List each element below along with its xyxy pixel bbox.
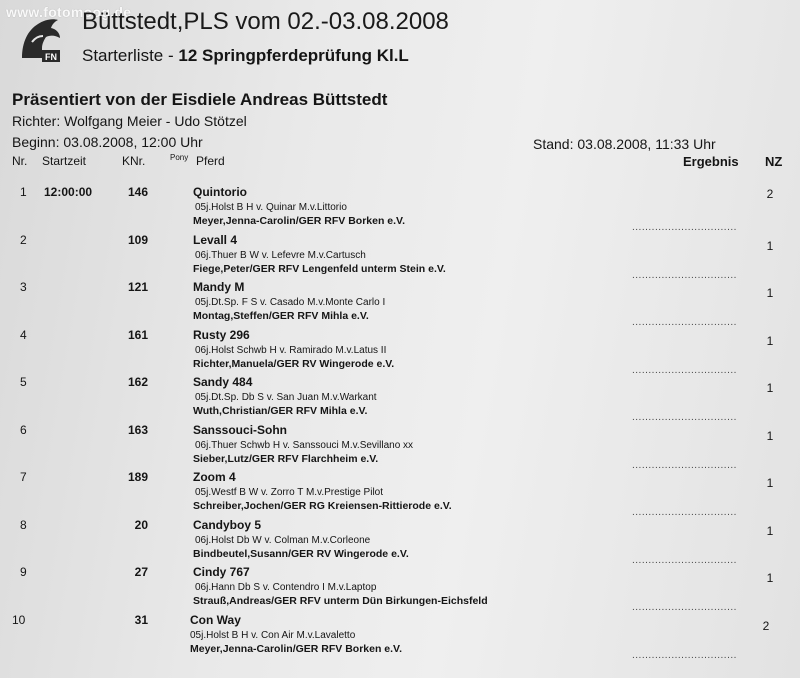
- entry-horse: Zoom 4: [193, 470, 236, 484]
- entry-horse: Cindy 767: [193, 565, 250, 579]
- entry-pedigree: 05j.Holst B H v. Quinar M.v.Littorio: [195, 202, 347, 213]
- entry-result-placeholder: ................................: [632, 412, 737, 423]
- competition-name: 12 Springpferdeprüfung Kl.L: [178, 46, 409, 65]
- page-subtitle: [82, 46, 409, 66]
- entry-pedigree: 06j.Holst Db W v. Colman M.v.Corleone: [195, 534, 371, 546]
- entry-rider: Sieber,Lutz/GER RFV Flarchheim e.V.: [193, 452, 379, 465]
- column-header-startzeit: Startzeit: [42, 154, 87, 168]
- table-row: [0, 611, 800, 659]
- entry-nr: 4: [20, 327, 27, 342]
- column-header-pony: Pony: [170, 153, 189, 162]
- entry-knr: 161: [127, 327, 148, 342]
- entry-pedigree: 05j.Dt.Sp. F S v. Casado M.v.Monte Carlo I: [195, 297, 386, 308]
- entry-nr: 2: [20, 232, 27, 247]
- entry-nr: 9: [20, 565, 27, 579]
- entry-knr: 20: [134, 517, 148, 532]
- entry-nr: 7: [20, 470, 27, 484]
- entry-nr: 10: [12, 612, 26, 627]
- entry-nz: 1: [766, 381, 774, 395]
- table-row: [0, 516, 800, 564]
- entry-nr: 3: [20, 280, 27, 294]
- column-header-ergebnis: Ergebnis: [683, 154, 739, 169]
- table-row: [0, 231, 800, 279]
- entry-result-placeholder: ................................: [632, 649, 737, 661]
- entry-rider: Meyer,Jenna-Carolin/GER RFV Borken e.V.: [193, 215, 406, 227]
- entry-result-placeholder: ................................: [632, 317, 737, 328]
- entry-pedigree: 06j.Thuer B W v. Lefevre M.v.Cartusch: [195, 249, 366, 261]
- column-header-nz: NZ: [765, 154, 783, 169]
- entry-pedigree: 06j.Hann Db S v. Contendro I M.v.Laptop: [195, 582, 377, 593]
- entry-nz: 1: [766, 571, 774, 585]
- start-time-line: Beginn: 03.08.2008, 12:00 Uhr: [12, 134, 203, 150]
- entry-nz: 2: [762, 618, 770, 633]
- entry-nz: 1: [766, 238, 774, 253]
- entry-result-placeholder: ................................: [632, 602, 737, 613]
- entry-horse: Levall 4: [193, 232, 238, 247]
- entry-nz: 1: [766, 286, 774, 300]
- entry-knr: 31: [134, 612, 148, 627]
- entry-knr: 189: [127, 470, 148, 484]
- page-title: Büttstedt,PLS vom 02.-03.08.2008: [82, 8, 449, 35]
- entry-nz: 1: [766, 333, 774, 348]
- entry-horse: Mandy M: [193, 280, 245, 294]
- judges-line: Richter: Wolfgang Meier - Udo Stötzel: [12, 113, 247, 129]
- entry-knr: 162: [127, 375, 148, 389]
- entry-knr: 121: [127, 280, 148, 294]
- column-header-pferd: Pferd: [196, 154, 225, 168]
- column-header-knr: KNr.: [122, 154, 146, 168]
- entry-pedigree: 06j.Holst Schwb H v. Ramirado M.v.Latus II: [195, 344, 387, 356]
- entry-horse: Sanssouci-Sohn: [193, 422, 288, 437]
- column-header-nr: Nr.: [12, 154, 28, 168]
- entry-result-placeholder: ................................: [632, 554, 737, 566]
- entry-knr: 163: [127, 422, 148, 437]
- entry-nr: 1: [20, 185, 27, 199]
- entry-rider: Schreiber,Jochen/GER RG Kreiensen-Rittierode e.V.: [193, 500, 452, 512]
- starter-table: [0, 183, 800, 661]
- entry-result-placeholder: ................................: [632, 364, 737, 376]
- entry-knr: 146: [127, 185, 148, 199]
- entry-nr: 6: [20, 422, 27, 437]
- entry-rider: Strauß,Andreas/GER RFV unterm Dün Birkungen-Eichsfeld: [193, 595, 488, 607]
- status-line: Stand: 03.08.2008, 11:33 Uhr: [533, 136, 716, 152]
- fn-horse-logo-icon: [18, 12, 64, 64]
- entry-nz: 1: [766, 428, 774, 443]
- table-row: [0, 563, 800, 611]
- entry-rider: Wuth,Christian/GER RFV Mihla e.V.: [193, 405, 368, 417]
- watermark: www.fotomoog.de: [6, 4, 132, 20]
- entry-pedigree: 05j.Holst B H v. Con Air M.v.Lavaletto: [190, 629, 356, 641]
- entry-result-placeholder: ................................: [632, 269, 737, 281]
- table-row: [0, 278, 800, 326]
- sponsor-line: Präsentiert von der Eisdiele Andreas Büttstedt: [12, 90, 388, 109]
- entry-result-placeholder: ................................: [632, 459, 737, 471]
- entry-horse: Rusty 296: [193, 327, 250, 342]
- logo-text: FN: [45, 52, 57, 62]
- entry-rider: Montag,Steffen/GER RFV Mihla e.V.: [193, 310, 369, 322]
- entry-nz: 1: [766, 476, 774, 490]
- entry-nr: 8: [20, 517, 27, 532]
- entry-pedigree: 06j.Thuer Schwb H v. Sanssouci M.v.Sevillano xx: [195, 439, 414, 451]
- entry-horse: Quintorio: [193, 185, 247, 199]
- entry-pedigree: 05j.Westf B W v. Zorro T M.v.Prestige Pilot: [195, 487, 384, 498]
- table-row: [0, 326, 800, 374]
- entry-nz: 1: [766, 523, 774, 538]
- entry-rider: Fiege,Peter/GER RFV Lengenfeld unterm Stein e.V.: [193, 262, 446, 275]
- table-row: [0, 373, 800, 421]
- entry-nz: 2: [766, 187, 774, 201]
- entry-knr: 27: [134, 565, 148, 579]
- entry-result-placeholder: ................................: [632, 507, 737, 518]
- entry-result-placeholder: ................................: [632, 222, 737, 233]
- entry-pedigree: 05j.Dt.Sp. Db S v. San Juan M.v.Warkant: [195, 392, 377, 403]
- entry-horse: Sandy 484: [193, 375, 253, 389]
- entry-horse: Con Way: [190, 612, 241, 627]
- entry-rider: Richter,Manuela/GER RV Wingerode e.V.: [193, 357, 395, 370]
- subtitle-prefix: Starterliste -: [82, 46, 174, 65]
- table-row: [0, 183, 800, 231]
- table-row: [0, 421, 800, 469]
- entry-rider: Meyer,Jenna-Carolin/GER RFV Borken e.V.: [190, 642, 403, 655]
- entry-knr: 109: [127, 232, 148, 247]
- table-row: [0, 468, 800, 516]
- entry-start-time: 12:00:00: [44, 185, 93, 199]
- entry-nr: 5: [20, 375, 27, 389]
- entry-rider: Bindbeutel,Susann/GER RV Wingerode e.V.: [193, 547, 409, 560]
- entry-horse: Candyboy 5: [193, 517, 262, 532]
